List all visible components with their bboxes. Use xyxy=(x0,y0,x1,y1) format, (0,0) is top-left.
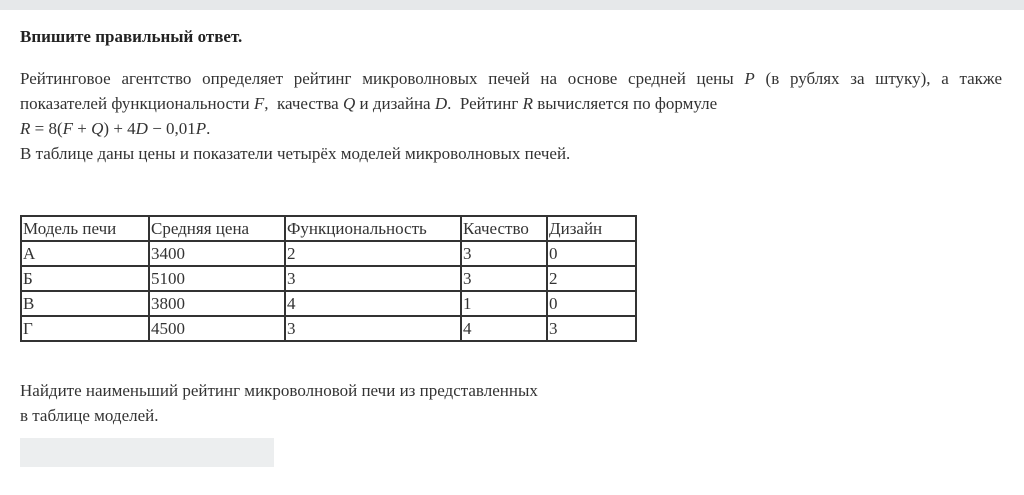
table-cell: 4 xyxy=(461,316,547,341)
variable-r: R xyxy=(522,94,533,113)
table-cell: 3 xyxy=(547,316,636,341)
models-table xyxy=(20,215,637,342)
table-cell: 4 xyxy=(285,291,461,316)
table-row xyxy=(21,266,636,291)
question-line-1: Найдите наименьший рейтинг микроволновой печи из представленных xyxy=(20,381,538,400)
table-cell: В xyxy=(21,291,149,316)
table-cell: 3 xyxy=(285,266,461,291)
problem-text-segment: , качества xyxy=(264,94,343,113)
problem-text-segment: (в рублях за штуку), а также xyxy=(754,69,1002,88)
answer-input[interactable] xyxy=(20,438,274,467)
table-cell: 3800 xyxy=(149,291,285,316)
formula-part: Q xyxy=(91,119,104,138)
table-header-cell: Модель печи xyxy=(21,216,149,241)
formula-part: R xyxy=(20,119,31,138)
table-cell: 2 xyxy=(547,266,636,291)
problem-text xyxy=(20,66,1002,166)
table-cell: 0 xyxy=(547,291,636,316)
table-cell: 5100 xyxy=(149,266,285,291)
formula-part: = 8( xyxy=(30,119,63,138)
formula-part: + xyxy=(73,119,92,138)
variable-p: P xyxy=(744,69,755,88)
problem-line-4: В таблице даны цены и показатели четырёх моделей микроволновых печей. xyxy=(20,144,571,163)
table-cell: Б xyxy=(21,266,149,291)
table-cell: 3 xyxy=(461,241,547,266)
variable-d: D xyxy=(434,94,448,113)
table-cell: 3 xyxy=(461,266,547,291)
problem-line-1 xyxy=(20,66,1002,91)
table-cell: 3 xyxy=(285,316,461,341)
table-cell: 3400 xyxy=(149,241,285,266)
table-row xyxy=(21,241,636,266)
table-row xyxy=(21,291,636,316)
formula-part: . xyxy=(206,119,211,138)
question-text xyxy=(20,378,580,428)
problem-text-segment: вычисляется по формуле xyxy=(533,94,718,113)
table-header-row xyxy=(21,216,636,241)
formula-part: − 0,01 xyxy=(147,119,196,138)
table-cell: 1 xyxy=(461,291,547,316)
problem-text-segment: Рейтинговое агентство определяет рейтинг микроволновых печей на основе средней цены xyxy=(20,69,745,88)
problem-text-segment: показателей функциональности xyxy=(20,94,254,113)
problem-text-segment: . Рейтинг xyxy=(447,94,523,113)
formula-part: P xyxy=(195,119,207,138)
table-header-cell: Функциональность xyxy=(285,216,461,241)
table-cell: 4500 xyxy=(149,316,285,341)
table-row xyxy=(21,316,636,341)
table-header-cell: Дизайн xyxy=(547,216,636,241)
formula-part: D xyxy=(135,119,148,138)
table-header-cell: Качество xyxy=(461,216,547,241)
table-cell: А xyxy=(21,241,149,266)
formula-part: ) + 4 xyxy=(103,119,136,138)
variable-f: F xyxy=(253,94,265,113)
problem-line-2 xyxy=(20,91,1002,116)
variable-q: Q xyxy=(342,94,356,113)
table-cell: 0 xyxy=(547,241,636,266)
table-cell: Г xyxy=(21,316,149,341)
table-cell: 2 xyxy=(285,241,461,266)
formula xyxy=(20,116,1002,141)
table-header-cell: Средняя цена xyxy=(149,216,285,241)
top-bar xyxy=(0,0,1024,10)
problem-text-segment: и дизайна xyxy=(355,94,435,113)
question-line-2: в таблице моделей. xyxy=(20,406,159,425)
instruction-heading: Впишите правильный ответ. xyxy=(20,27,243,46)
formula-part: F xyxy=(62,119,74,138)
